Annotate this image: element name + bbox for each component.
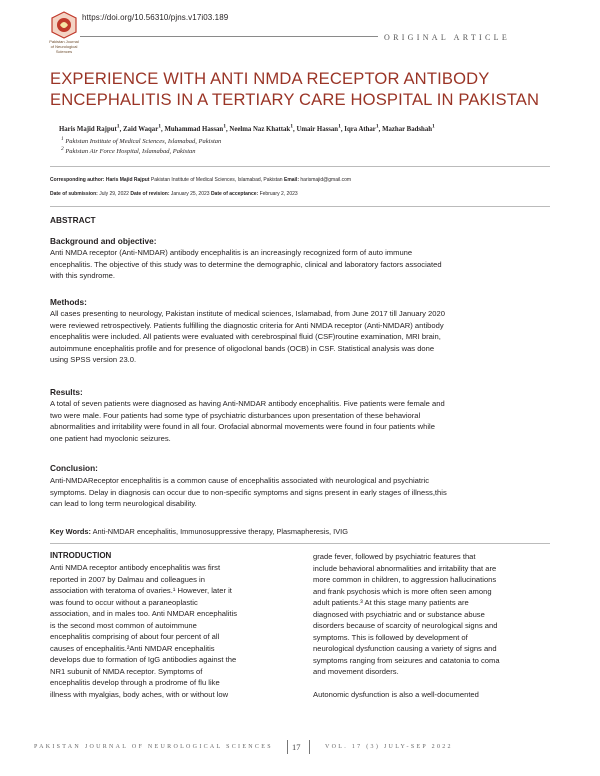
- author: Neelma Naz Khattak$^1$,: [229, 124, 297, 134]
- abstract-heading: ABSTRACT: [50, 215, 96, 225]
- journal-logo-icon: [50, 11, 78, 39]
- introduction-heading: INTRODUCTION: [50, 551, 112, 560]
- divider: [50, 543, 550, 544]
- conclusion-text: Anti-NMDAReceptor encephalitis is a common cause of encephalitis associated with neurological and psychiatric symptoms. Delay in diagnosis can occur due to non-specific symptoms and signs present in early stages of illness,this can lead to long term neurological disability.: [50, 476, 447, 509]
- email-link[interactable]: harismajid@gmail.com: [300, 177, 352, 183]
- footer-journal: PAKISTAN JOURNAL OF NEUROLOGICAL SCIENCES: [34, 744, 273, 750]
- header-rule: [80, 36, 378, 37]
- article-dates: Date of submission: July 29, 2022 Date of revision: January 25, 2023 Date of acceptance: February 2, 2023: [50, 191, 298, 197]
- footer-volume: VOL. 17 (3) JULY-SEP 2022: [325, 744, 453, 750]
- author: Muhammad Hassan$^1$,: [164, 124, 230, 134]
- author: Haris Majid Rajput$^1$,: [59, 124, 124, 134]
- author: Mazhar Badshah$^1$: [382, 124, 435, 134]
- author: Umair Hassan$^1$,: [296, 124, 345, 134]
- footer-separator: [287, 740, 288, 754]
- article-title: EXPERIENCE WITH ANTI NMDA RECEPTOR ANTIBODY ENCEPHALITIS IN A TERTIARY CARE HOSPITAL IN PAKISTAN: [50, 69, 540, 109]
- methods-heading: Methods:: [50, 297, 87, 307]
- methods-text: All cases presenting to neurology, Pakistan institute of medical sciences, Islamabad, from June 2017 till January 2020 were reviewed retrospectively. Patients fulfilling the diagnostic criteria for Anti NMDA receptor (Anti-NMDAR) antibody encephalitis were included. All patients were evaluated with cerebrospinal fluid (CSF)routine examination, MRI brain, autoimmune encephalitis profile and for presence of oligoclonal bands (OCB) in CSF. Statistical analysis was done using SPSS version 23.0.: [50, 309, 445, 365]
- doi-link[interactable]: https://doi.org/10.56310/pjns.v17i03.189: [82, 13, 229, 22]
- results-heading: Results:: [50, 387, 83, 397]
- affiliation: $^1$ Pakistan Institute of Medical Sciences, Islamabad, Pakistan: [61, 136, 222, 146]
- author-list: [59, 124, 435, 133]
- author: Iqra Athar$^1$,: [344, 124, 383, 134]
- results-text: A total of seven patients were diagnosed as having Anti-NMDAR antibody encephalitis. Five patients were female and two were male. Four patients had some type of psychiatric disturbances upon presentation of these behavioral abnormalities and irritability were found in all four. Orofacial abnormal movements were found in four patients while one patient had myoclonic seizures.: [50, 399, 445, 443]
- divider: [50, 206, 550, 207]
- background-heading: Background and objective:: [50, 236, 157, 246]
- divider: [50, 166, 550, 167]
- introduction-right-column: grade fever, followed by psychiatric features that include behavioral abnormalities and irritability that are more common in children, to aggression hallucinations and frank psychosis which is more often seen among adult patients.³ At this stage many patients are diagnosed with psychiatric and or substance abuse disorders because of scarcity of neurological signs and symptoms. This is followed by development of neurological dysfunction causing a variety of signs and symptoms ranging from seizures and catatonia to coma and movement disorders. Autonomic dysfunction is also a well-documented: [313, 552, 500, 699]
- affiliation: $^2$ Pakistan Air Force Hospital, Islamabad, Pakistan: [61, 146, 196, 156]
- article-type: ORIGINAL ARTICLE: [384, 33, 511, 42]
- keywords: Key Words: Anti-NMDAR encephalitis, Immunosuppressive therapy, Plasmapheresis, IVIG: [50, 527, 348, 536]
- author: Zaid Waqar$^1$,: [123, 124, 165, 134]
- introduction-left-column: Anti NMDA receptor antibody encephalitis was first reported in 2007 by Dalmau and colleagues in association with teratoma of ovaries.¹ However, later it was found to occur without a paraneoplastic association, and in males too. Anti NMDAR encephalitis is the second most common of autoimmune encephalitis comprising of about four percent of all causes of encephalitis.²Anti NMDAR encephalitis develops due to formation of IgG antibodies against the NR1 subunit of NMDA receptor. Symptoms of encephalitis develop through a prodrome of flu like illness with myalgias, body aches, with or without low: [50, 563, 237, 699]
- background-text: Anti NMDA receptor (Anti-NMDAR) antibody encephalitis is an increasingly recognized form of auto immune encephalitis. The objective of this study was to determine the demographic, clinical and laboratory factors associated with this syndrome.: [50, 248, 442, 281]
- page-number: 17: [292, 742, 301, 752]
- footer-separator: [309, 740, 310, 754]
- logo-caption: Pakistan Journal of Neurological Sciences: [49, 39, 79, 54]
- correspondence: Corresponding author: Haris Majid Rajput Pakistan Institute of Medical Sciences, Islamabad, Pakistan Email: harismajid@gmail.com: [50, 177, 352, 183]
- conclusion-heading: Conclusion:: [50, 463, 98, 473]
